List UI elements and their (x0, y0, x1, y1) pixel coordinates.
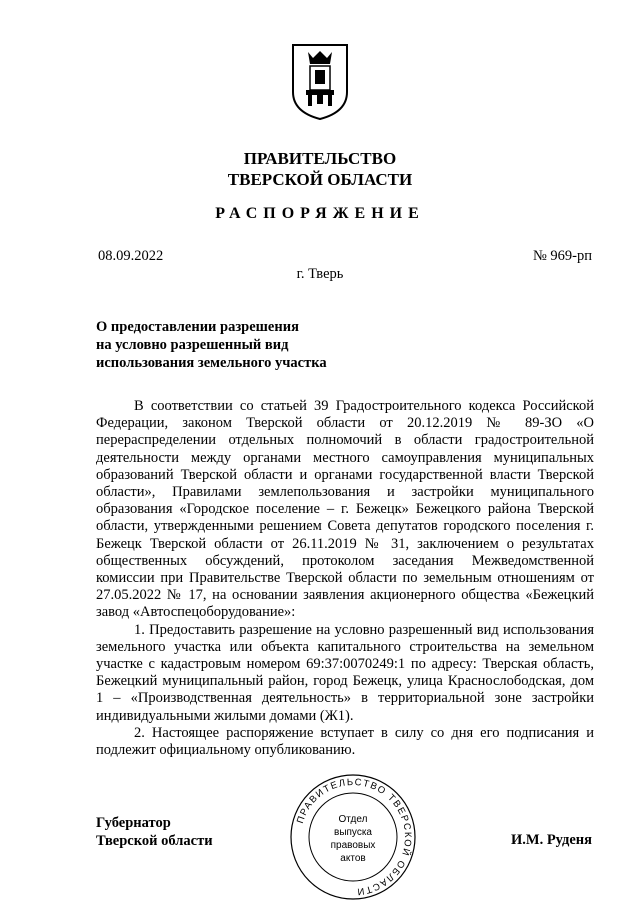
document-subject (96, 318, 396, 372)
document-city: г. Тверь (296, 266, 344, 282)
org-title-line1: ПРАВИТЕЛЬСТВО (243, 149, 397, 168)
stamp-line: выпуска (334, 827, 372, 838)
document-type: РАСПОРЯЖЕНИЕ (215, 205, 425, 222)
document-date: 08.09.2022 (98, 248, 164, 264)
official-stamp (288, 772, 418, 902)
stamp-line: правовых (330, 840, 376, 851)
org-title-line2: ТВЕРСКОЙ ОБЛАСТИ (227, 170, 413, 189)
subject-line: на условно разрешенный вид (96, 337, 289, 353)
signatory-title (96, 814, 213, 850)
document-number: № 969-рп (532, 248, 592, 264)
stamp-line: Отдел (338, 814, 368, 825)
stamp-line: актов (340, 853, 366, 864)
subject-line: О предоставлении разрешения (96, 319, 299, 335)
signatory-title-line: Тверской области (96, 833, 213, 849)
stamp-ring-text: ПРАВИТЕЛЬСТВО ТВЕРСКОЙ ОБЛАСТИ (294, 776, 414, 898)
document-body (96, 398, 594, 759)
body-paragraph-item-1: 1. Предоставить разрешение на условно разрешенный вид использования земельного участка или объекта капитального строительства на земельном участке с кадастровым номером 69:37:0070249:1 по адресу: Тверская область, Бежецкий муниципальный район, город Бежецк, улица Краснослободская, дом 1 – «Производственная деятельность» в территориальной зоне застройки индивидуальными жилыми домами (Ж1). (96, 621, 594, 724)
body-paragraph-item-2: 2. Настоящее распоряжение вступает в силу со дня его подписания и подлежит официальному опубликованию. (96, 724, 594, 759)
subject-line: использования земельного участка (96, 355, 327, 371)
signatory-name: И.М. Руденя (510, 832, 592, 848)
coat-of-arms-icon (290, 42, 350, 122)
body-paragraph-preamble: В соответствии со статьей 39 Градостроительного кодекса Российской Федерации, законом Тверской области от 20.12.2019 № 89-ЗО «О перераспределении отдельных полномочий в области градостроительной деятельности между органами местного самоуправления муниципальных образований Тверской области и органами государственной власти Тверской области», Правилами землепользования и застройки муниципального образования «Городское поселение – г. Бежецк» Бежецкого района Тверской области, утвержденными решением Совета депутатов городского поселения г. Бежецк Тверской области от 26.11.2019 № 31, заключением о результатах общественных обсуждений, протоколом заседания Межведомственной комиссии при Правительстве Тверской области по земельным отношениям от 27.05.2022 № 17, на основании заявления акционерного общества «Бежецкий завод «Автоспецоборудование»: (96, 398, 594, 621)
signatory-title-line: Губернатор (96, 815, 171, 831)
